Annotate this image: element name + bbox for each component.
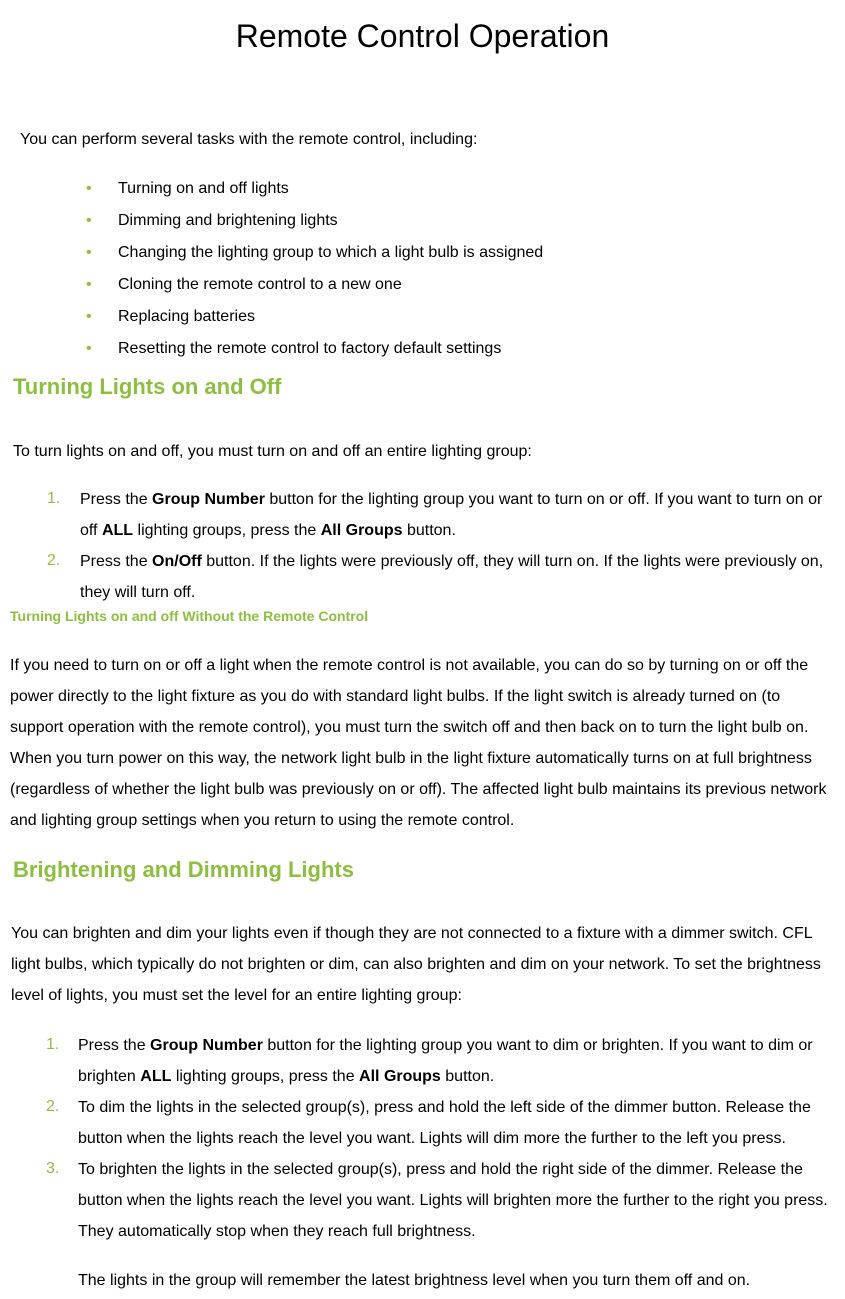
list-item: • Replacing batteries: [86, 308, 255, 325]
list-item: • Turning on and off lights: [86, 180, 289, 197]
step-text: To dim the lights in the selected group(s), press and hold the left side of the dimmer button. Release the button when the lights reach the level you want. Lights will dim more the further to the left you press.: [78, 1099, 811, 1147]
bullet-icon: •: [86, 340, 92, 357]
section-intro-on-off: To turn lights on and off, you must turn on and off an entire lighting group:: [13, 443, 532, 460]
step-number: 3.: [46, 1160, 60, 1177]
bullet-icon: •: [86, 308, 92, 325]
bullet-icon: •: [86, 276, 92, 293]
list-item: • Changing the lighting group to which a light bulb is assigned: [86, 244, 544, 261]
list-item: • Dimming and brightening lights: [86, 212, 338, 229]
step-text: Press the Group Number button for the lighting group you want to dim or brighten. If you want to dim or brighten ALL lighting groups, press the All Groups button.: [78, 1037, 813, 1085]
section-heading-brightening: Brightening and Dimming Lights: [13, 857, 354, 882]
step-number: 1.: [46, 1036, 60, 1053]
step-text: Press the On/Off button. If the lights were previously off, they will turn on. If the lights were previously on, they will turn off.: [80, 553, 824, 601]
step-text: Press the Group Number button for the lighting group you want to turn on or off. If you want to turn on or off ALL lighting groups, press the All Groups button.: [80, 491, 823, 539]
page-title: Remote Control Operation: [235, 18, 610, 54]
brightness-note: The lights in the group will remember the latest brightness level when you turn them off and on.: [78, 1272, 751, 1289]
step-number: 1.: [47, 490, 61, 507]
step-number: 2.: [47, 552, 61, 569]
section-heading-on-off: Turning Lights on and Off: [13, 374, 282, 399]
list-item: • Resetting the remote control to factory default settings: [86, 340, 502, 357]
list-item: • Cloning the remote control to a new one: [86, 276, 402, 293]
bullet-icon: •: [86, 244, 92, 261]
subsection-body: If you need to turn on or off a light when the remote control is not available, you can do so by turning on or off the power directly to the light fixture as you do with standard light bulbs. If the light switch is already turned on (to support operation with the remote control), you must turn the switch off and then back on to turn the light bulb on. When you turn power on this way, the network light bulb in the light fixture automatically turns on at full brightness (regardless of whether the light bulb was previously on or off). The affected light bulb maintains its previous network and lighting group settings when you return to using the remote control.: [10, 657, 827, 829]
intro-text: You can perform several tasks with the remote control, including:: [20, 131, 478, 148]
subsection-heading: Turning Lights on and off Without the Remote Control: [10, 608, 369, 624]
step-number: 2.: [46, 1098, 60, 1115]
bullet-icon: •: [86, 212, 92, 229]
bullet-icon: •: [86, 180, 92, 197]
section-intro-brightening: You can brighten and dim your lights even if though they are not connected to a fixture with a dimmer switch. CFL light bulbs, which typically do not brighten or dim, can also brighten and dim on your network. To set the brightness level of lights, you must set the level for an entire lighting group:: [11, 925, 821, 1004]
step-text: To brighten the lights in the selected group(s), press and hold the right side of the dimmer. Release the button when the lights reach the level you want. Lights will brighten more the further to the right you press. They automatically stop when they reach full brightness.: [78, 1161, 828, 1240]
